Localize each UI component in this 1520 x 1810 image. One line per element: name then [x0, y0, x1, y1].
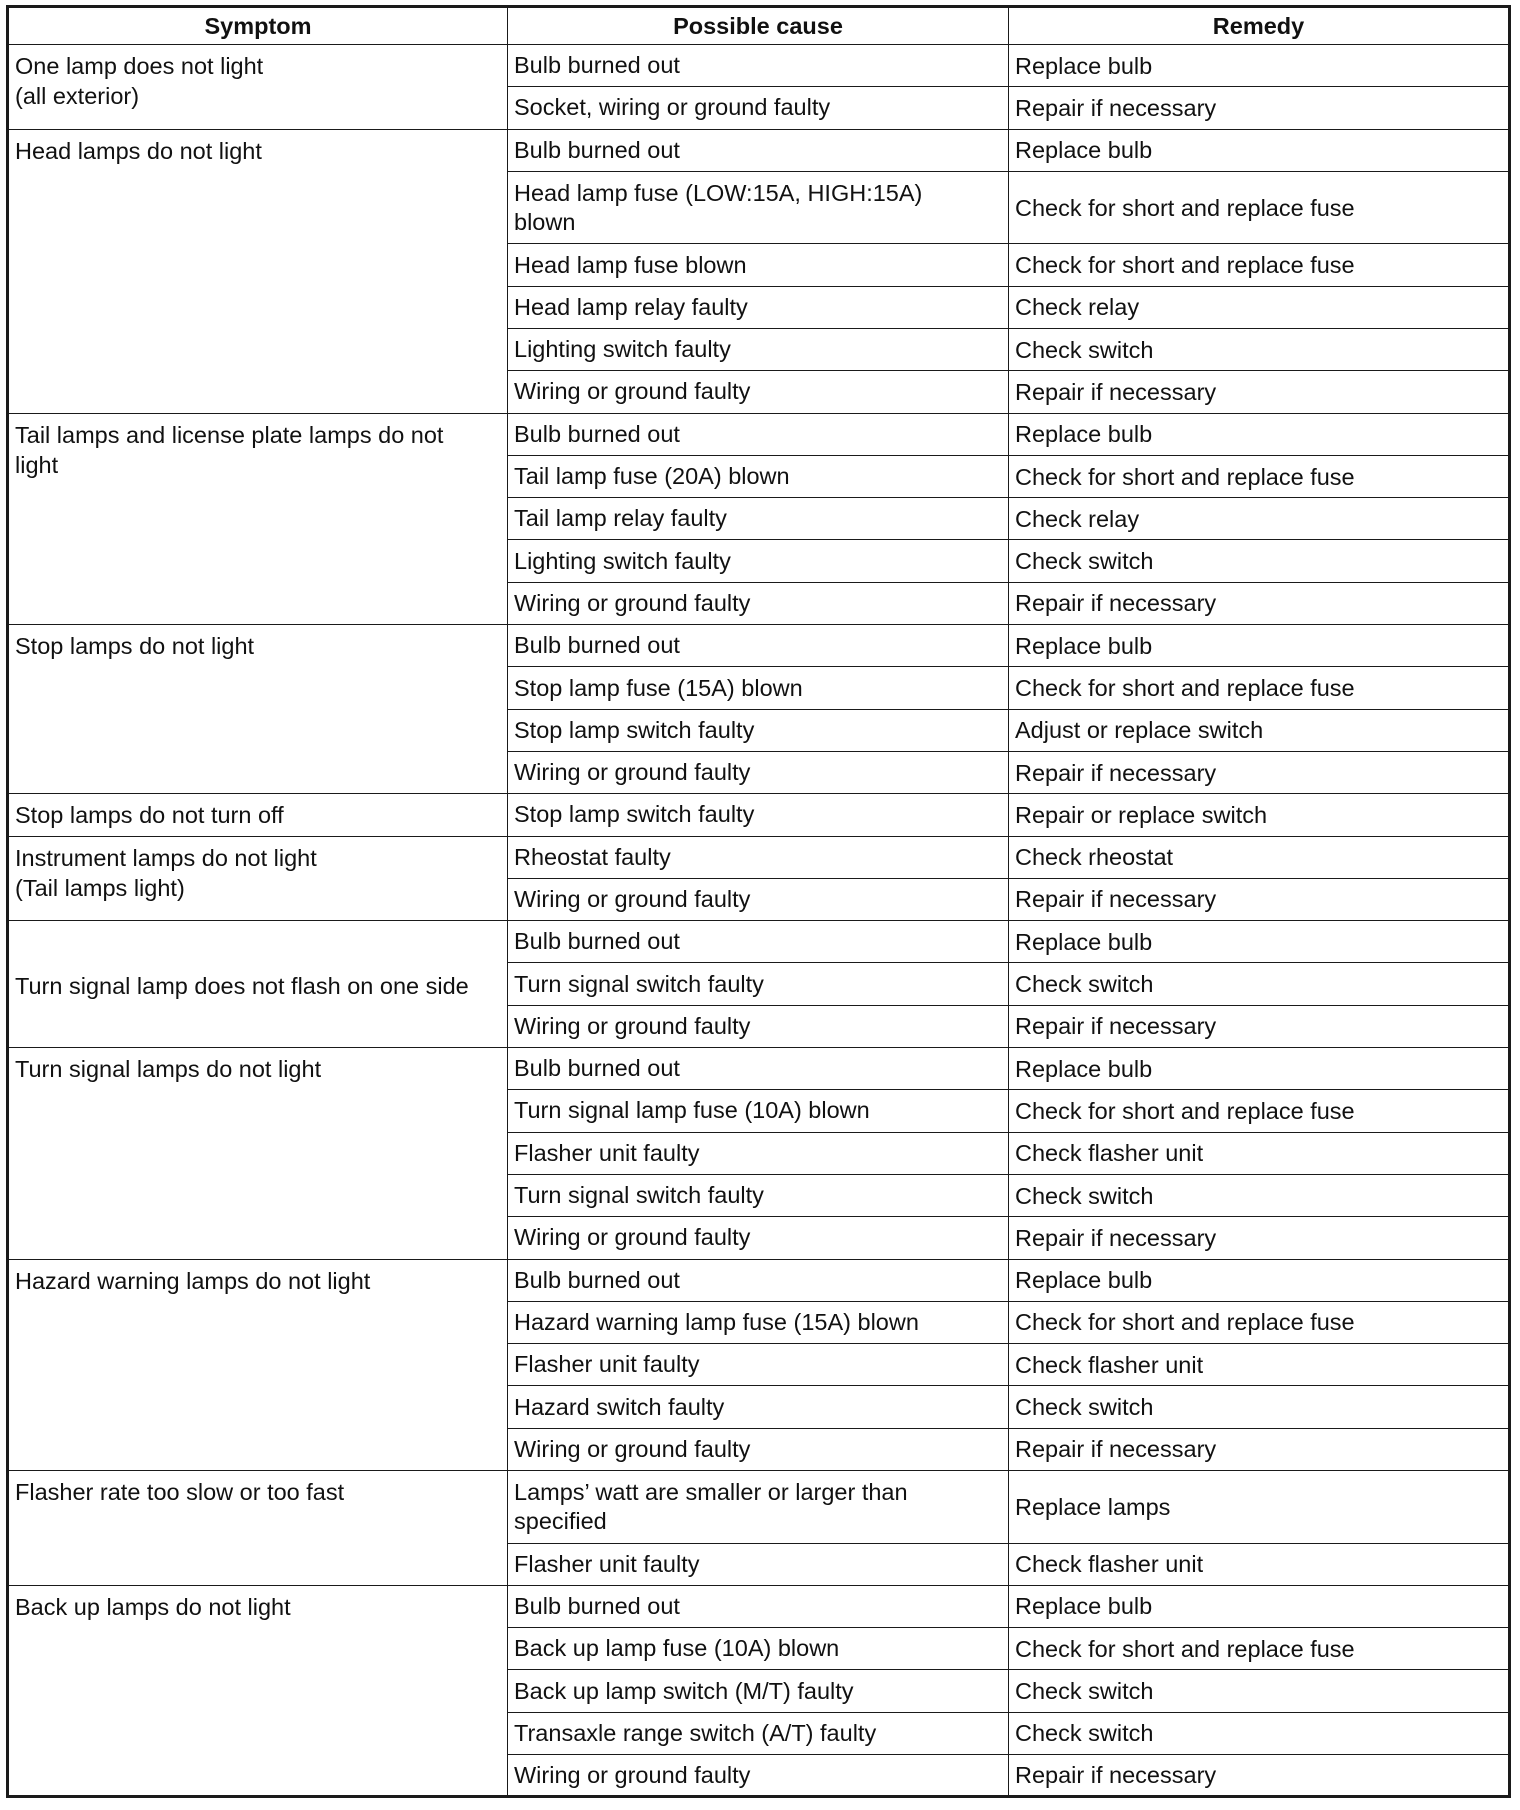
possible-cause-cell: Tail lamp relay faulty — [508, 498, 1009, 540]
remedy-cell: Check for short and replace fuse — [1009, 244, 1510, 286]
table-row — [8, 1471, 1510, 1544]
possible-cause-cell: Bulb burned out — [508, 625, 1009, 667]
possible-cause-cell: Back up lamp switch (M/T) faulty — [508, 1670, 1009, 1712]
possible-cause-cell: Bulb burned out — [508, 1048, 1009, 1090]
table-row — [8, 836, 1510, 878]
remedy-cell: Replace bulb — [1009, 45, 1510, 87]
symptom-cell: Turn signal lamps do not light — [8, 1048, 508, 1259]
possible-cause-cell: Lamps’ watt are smaller or larger than specified — [508, 1471, 1009, 1544]
possible-cause-cell: Wiring or ground faulty — [508, 878, 1009, 920]
possible-cause-cell: Head lamp relay faulty — [508, 286, 1009, 328]
table-row — [8, 45, 1510, 87]
possible-cause-cell: Head lamp fuse (LOW:15A, HIGH:15A) blown — [508, 171, 1009, 244]
remedy-cell: Repair if necessary — [1009, 1754, 1510, 1796]
possible-cause-cell: Stop lamp fuse (15A) blown — [508, 667, 1009, 709]
table-row — [8, 1585, 1510, 1627]
symptom-cell: Head lamps do not light — [8, 129, 508, 413]
remedy-cell: Check switch — [1009, 963, 1510, 1005]
remedy-cell: Check flasher unit — [1009, 1344, 1510, 1386]
remedy-cell: Repair if necessary — [1009, 1005, 1510, 1047]
possible-cause-cell: Wiring or ground faulty — [508, 582, 1009, 624]
symptom-cell: Flasher rate too slow or too fast — [8, 1471, 508, 1586]
symptom-cell: Back up lamps do not light — [8, 1585, 508, 1796]
table-row — [8, 1048, 1510, 1090]
header-symptom: Symptom — [8, 7, 508, 45]
symptom-cell: Tail lamps and license plate lamps do not light — [8, 413, 508, 624]
possible-cause-cell: Head lamp fuse blown — [508, 244, 1009, 286]
table-body — [8, 45, 1510, 1797]
header-remedy: Remedy — [1009, 7, 1510, 45]
symptom-cell: Instrument lamps do not light (Tail lamps light) — [8, 836, 508, 921]
symptom-cell: Stop lamps do not turn off — [8, 794, 508, 836]
remedy-cell: Check for short and replace fuse — [1009, 455, 1510, 497]
possible-cause-cell: Flasher unit faulty — [508, 1344, 1009, 1386]
possible-cause-cell: Wiring or ground faulty — [508, 1217, 1009, 1259]
remedy-cell: Check switch — [1009, 328, 1510, 370]
table-row — [8, 794, 1510, 836]
possible-cause-cell: Hazard switch faulty — [508, 1386, 1009, 1428]
possible-cause-cell: Rheostat faulty — [508, 836, 1009, 878]
possible-cause-cell: Lighting switch faulty — [508, 328, 1009, 370]
possible-cause-cell: Wiring or ground faulty — [508, 1428, 1009, 1470]
table-row — [8, 1259, 1510, 1301]
remedy-cell: Check rheostat — [1009, 836, 1510, 878]
possible-cause-cell: Socket, wiring or ground faulty — [508, 87, 1009, 129]
remedy-cell: Repair if necessary — [1009, 1428, 1510, 1470]
table-row — [8, 921, 1510, 963]
remedy-cell: Replace bulb — [1009, 921, 1510, 963]
possible-cause-cell: Turn signal switch faulty — [508, 963, 1009, 1005]
table-row — [8, 129, 1510, 171]
remedy-cell: Check switch — [1009, 1174, 1510, 1216]
remedy-cell: Check for short and replace fuse — [1009, 171, 1510, 244]
remedy-cell: Check for short and replace fuse — [1009, 667, 1510, 709]
symptom-cell: Turn signal lamp does not flash on one side — [8, 921, 508, 1048]
possible-cause-cell: Lighting switch faulty — [508, 540, 1009, 582]
possible-cause-cell: Bulb burned out — [508, 1585, 1009, 1627]
possible-cause-cell: Wiring or ground faulty — [508, 1754, 1009, 1796]
remedy-cell: Check flasher unit — [1009, 1132, 1510, 1174]
remedy-cell: Check switch — [1009, 1712, 1510, 1754]
remedy-cell: Replace bulb — [1009, 129, 1510, 171]
remedy-cell: Check switch — [1009, 1670, 1510, 1712]
remedy-cell: Check for short and replace fuse — [1009, 1628, 1510, 1670]
remedy-cell: Check relay — [1009, 498, 1510, 540]
symptom-cell: One lamp does not light (all exterior) — [8, 45, 508, 130]
remedy-cell: Check relay — [1009, 286, 1510, 328]
possible-cause-cell: Stop lamp switch faulty — [508, 794, 1009, 836]
remedy-cell: Repair or replace switch — [1009, 794, 1510, 836]
possible-cause-cell: Bulb burned out — [508, 921, 1009, 963]
remedy-cell: Check for short and replace fuse — [1009, 1090, 1510, 1132]
possible-cause-cell: Hazard warning lamp fuse (15A) blown — [508, 1301, 1009, 1343]
remedy-cell: Check switch — [1009, 1386, 1510, 1428]
possible-cause-cell: Tail lamp fuse (20A) blown — [508, 455, 1009, 497]
possible-cause-cell: Bulb burned out — [508, 1259, 1009, 1301]
symptom-cell: Hazard warning lamps do not light — [8, 1259, 508, 1470]
header-row — [8, 7, 1510, 45]
possible-cause-cell: Turn signal lamp fuse (10A) blown — [508, 1090, 1009, 1132]
possible-cause-cell: Bulb burned out — [508, 45, 1009, 87]
remedy-cell: Check for short and replace fuse — [1009, 1301, 1510, 1343]
remedy-cell: Repair if necessary — [1009, 878, 1510, 920]
header-possible-cause: Possible cause — [508, 7, 1009, 45]
remedy-cell: Replace bulb — [1009, 625, 1510, 667]
remedy-cell: Replace bulb — [1009, 1585, 1510, 1627]
remedy-cell: Repair if necessary — [1009, 582, 1510, 624]
possible-cause-cell: Stop lamp switch faulty — [508, 709, 1009, 751]
remedy-cell: Replace bulb — [1009, 413, 1510, 455]
remedy-cell: Repair if necessary — [1009, 87, 1510, 129]
table-row — [8, 625, 1510, 667]
remedy-cell: Adjust or replace switch — [1009, 709, 1510, 751]
possible-cause-cell: Back up lamp fuse (10A) blown — [508, 1628, 1009, 1670]
remedy-cell: Repair if necessary — [1009, 751, 1510, 793]
remedy-cell: Replace bulb — [1009, 1048, 1510, 1090]
remedy-cell: Replace lamps — [1009, 1471, 1510, 1544]
remedy-cell: Replace bulb — [1009, 1259, 1510, 1301]
table-row — [8, 413, 1510, 455]
possible-cause-cell: Bulb burned out — [508, 413, 1009, 455]
possible-cause-cell: Bulb burned out — [508, 129, 1009, 171]
possible-cause-cell: Wiring or ground faulty — [508, 371, 1009, 413]
possible-cause-cell: Transaxle range switch (A/T) faulty — [508, 1712, 1009, 1754]
troubleshooting-table — [6, 5, 1511, 1798]
table-header — [8, 7, 1510, 45]
possible-cause-cell: Flasher unit faulty — [508, 1543, 1009, 1585]
possible-cause-cell: Wiring or ground faulty — [508, 1005, 1009, 1047]
possible-cause-cell: Wiring or ground faulty — [508, 751, 1009, 793]
symptom-cell: Stop lamps do not light — [8, 625, 508, 794]
remedy-cell: Check switch — [1009, 540, 1510, 582]
possible-cause-cell: Turn signal switch faulty — [508, 1174, 1009, 1216]
remedy-cell: Repair if necessary — [1009, 1217, 1510, 1259]
possible-cause-cell: Flasher unit faulty — [508, 1132, 1009, 1174]
remedy-cell: Repair if necessary — [1009, 371, 1510, 413]
remedy-cell: Check flasher unit — [1009, 1543, 1510, 1585]
